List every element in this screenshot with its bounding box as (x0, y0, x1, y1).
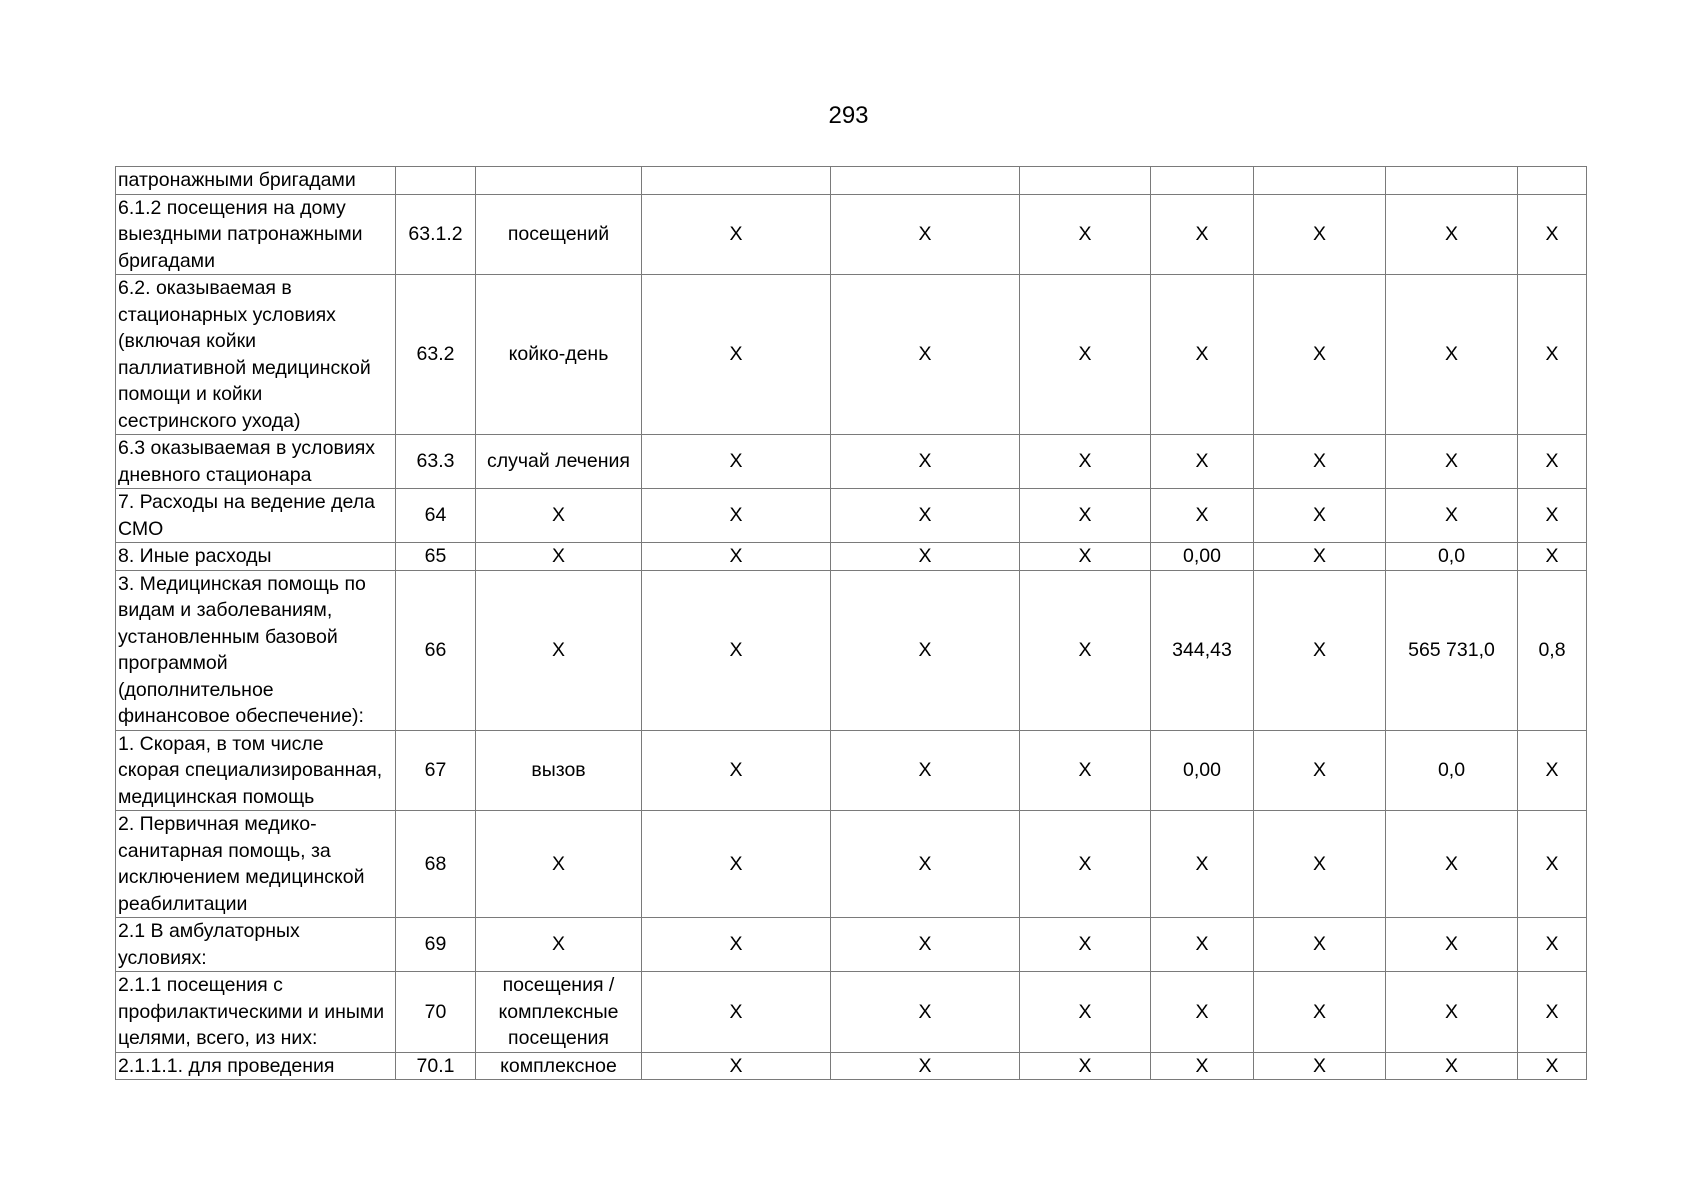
value-cell: X (1254, 275, 1386, 435)
value-cell: X (1518, 811, 1587, 918)
value-cell: X (642, 275, 831, 435)
row-name-cell: 2.1.1.1. для проведения (116, 1052, 396, 1080)
value-cell: X (642, 435, 831, 489)
value-cell: X (831, 811, 1020, 918)
value-cell: 344,43 (1151, 570, 1254, 730)
table-row (116, 918, 1587, 972)
value-cell: X (831, 489, 1020, 543)
value-cell: X (642, 811, 831, 918)
value-cell: X (831, 435, 1020, 489)
value-cell: X (1254, 811, 1386, 918)
row-code-cell: 68 (396, 811, 476, 918)
value-cell: X (1020, 489, 1151, 543)
value-cell: X (1254, 918, 1386, 972)
table-row (116, 1052, 1587, 1080)
value-cell: X (1518, 918, 1587, 972)
row-unit-cell: X (476, 570, 642, 730)
value-cell: X (1386, 275, 1518, 435)
value-cell: X (642, 972, 831, 1053)
value-cell: X (1254, 543, 1386, 571)
value-cell: 0,8 (1518, 570, 1587, 730)
row-unit-cell: вызов (476, 730, 642, 811)
value-cell: X (1151, 489, 1254, 543)
row-code-cell: 65 (396, 543, 476, 571)
value-cell: X (642, 489, 831, 543)
value-cell: X (1151, 194, 1254, 275)
table-row (116, 972, 1587, 1053)
value-cell: X (831, 730, 1020, 811)
value-cell: X (1254, 435, 1386, 489)
value-cell: X (1020, 918, 1151, 972)
row-code-cell: 67 (396, 730, 476, 811)
value-cell: X (642, 570, 831, 730)
value-cell: X (1020, 570, 1151, 730)
value-cell (1518, 167, 1587, 195)
value-cell: 565 731,0 (1386, 570, 1518, 730)
value-cell: X (1386, 194, 1518, 275)
value-cell: X (1518, 275, 1587, 435)
value-cell: X (831, 570, 1020, 730)
value-cell: X (1254, 194, 1386, 275)
row-code-cell: 70.1 (396, 1052, 476, 1080)
row-code-cell (396, 167, 476, 195)
value-cell: X (1151, 275, 1254, 435)
row-unit-cell: случай лечения (476, 435, 642, 489)
value-cell: X (831, 543, 1020, 571)
row-name-cell: 8. Иные расходы (116, 543, 396, 571)
row-code-cell: 69 (396, 918, 476, 972)
value-cell: X (831, 1052, 1020, 1080)
value-cell: X (1386, 918, 1518, 972)
row-name-cell: 3. Медицинская помощь по видам и заболеваниям, установленным базовой программой (дополнительное финансовое обеспечение): (116, 570, 396, 730)
row-code-cell: 66 (396, 570, 476, 730)
row-code-cell: 64 (396, 489, 476, 543)
value-cell: X (831, 275, 1020, 435)
table-row (116, 194, 1587, 275)
value-cell: X (1254, 730, 1386, 811)
row-unit-cell: X (476, 811, 642, 918)
row-unit-cell: X (476, 918, 642, 972)
data-table (115, 166, 1587, 1080)
value-cell: X (642, 543, 831, 571)
row-name-cell: 1. Скорая, в том числе скорая специализированная, медицинская помощь (116, 730, 396, 811)
value-cell: X (642, 194, 831, 275)
value-cell: X (1020, 972, 1151, 1053)
value-cell: X (1151, 918, 1254, 972)
table-row (116, 570, 1587, 730)
value-cell (1151, 167, 1254, 195)
row-name-cell: 6.2. оказываемая в стационарных условиях (включая койки паллиативной медицинской помощи и койки сестринского ухода) (116, 275, 396, 435)
row-unit-cell: посещений (476, 194, 642, 275)
row-code-cell: 63.2 (396, 275, 476, 435)
value-cell: X (1020, 730, 1151, 811)
row-unit-cell (476, 167, 642, 195)
value-cell: X (1386, 489, 1518, 543)
row-unit-cell: посещения / комплексные посещения (476, 972, 642, 1053)
value-cell: 0,0 (1386, 543, 1518, 571)
row-unit-cell: X (476, 543, 642, 571)
table-row (116, 730, 1587, 811)
value-cell: 0,00 (1151, 730, 1254, 811)
value-cell: X (1518, 543, 1587, 571)
value-cell: X (1020, 275, 1151, 435)
value-cell (642, 167, 831, 195)
page-number: 293 (828, 102, 869, 129)
table-row (116, 489, 1587, 543)
row-name-cell: 7. Расходы на ведение дела СМО (116, 489, 396, 543)
value-cell: X (1020, 1052, 1151, 1080)
value-cell: X (1151, 972, 1254, 1053)
row-name-cell: 6.3 оказываемая в условиях дневного стационара (116, 435, 396, 489)
value-cell: X (1518, 435, 1587, 489)
value-cell: X (1518, 489, 1587, 543)
value-cell: X (1020, 194, 1151, 275)
value-cell: X (1020, 435, 1151, 489)
value-cell: X (1254, 489, 1386, 543)
value-cell: X (1254, 1052, 1386, 1080)
value-cell: X (1254, 570, 1386, 730)
table-row (116, 275, 1587, 435)
value-cell: X (831, 918, 1020, 972)
value-cell: X (1020, 811, 1151, 918)
value-cell: X (642, 1052, 831, 1080)
row-code-cell: 70 (396, 972, 476, 1053)
value-cell: X (642, 918, 831, 972)
table-row (116, 167, 1587, 195)
row-name-cell: 2. Первичная медико- санитарная помощь, за исключением медицинской реабилитации (116, 811, 396, 918)
table-row (116, 543, 1587, 571)
value-cell: X (831, 972, 1020, 1053)
table-row (116, 435, 1587, 489)
table-row (116, 811, 1587, 918)
value-cell: X (1518, 194, 1587, 275)
value-cell (1386, 167, 1518, 195)
row-code-cell: 63.3 (396, 435, 476, 489)
value-cell: X (1386, 972, 1518, 1053)
value-cell: X (1518, 1052, 1587, 1080)
value-cell: X (1151, 435, 1254, 489)
value-cell: X (1518, 972, 1587, 1053)
value-cell (1254, 167, 1386, 195)
row-unit-cell: X (476, 489, 642, 543)
value-cell: X (1518, 730, 1587, 811)
value-cell: X (642, 730, 831, 811)
row-name-cell: 6.1.2 посещения на дому выездными патронажными бригадами (116, 194, 396, 275)
value-cell: X (1386, 1052, 1518, 1080)
row-name-cell: 2.1 В амбулаторных условиях: (116, 918, 396, 972)
value-cell: X (1151, 811, 1254, 918)
value-cell: X (1254, 972, 1386, 1053)
value-cell: X (1020, 543, 1151, 571)
row-name-cell: патронажными бригадами (116, 167, 396, 195)
row-unit-cell: комплексное (476, 1052, 642, 1080)
row-name-cell: 2.1.1 посещения с профилактическими и иными целями, всего, из них: (116, 972, 396, 1053)
value-cell: X (1151, 1052, 1254, 1080)
value-cell (1020, 167, 1151, 195)
row-unit-cell: койко-день (476, 275, 642, 435)
value-cell: 0,0 (1386, 730, 1518, 811)
row-code-cell: 63.1.2 (396, 194, 476, 275)
value-cell: X (831, 194, 1020, 275)
value-cell: X (1386, 435, 1518, 489)
value-cell: X (1386, 811, 1518, 918)
value-cell: 0,00 (1151, 543, 1254, 571)
value-cell (831, 167, 1020, 195)
